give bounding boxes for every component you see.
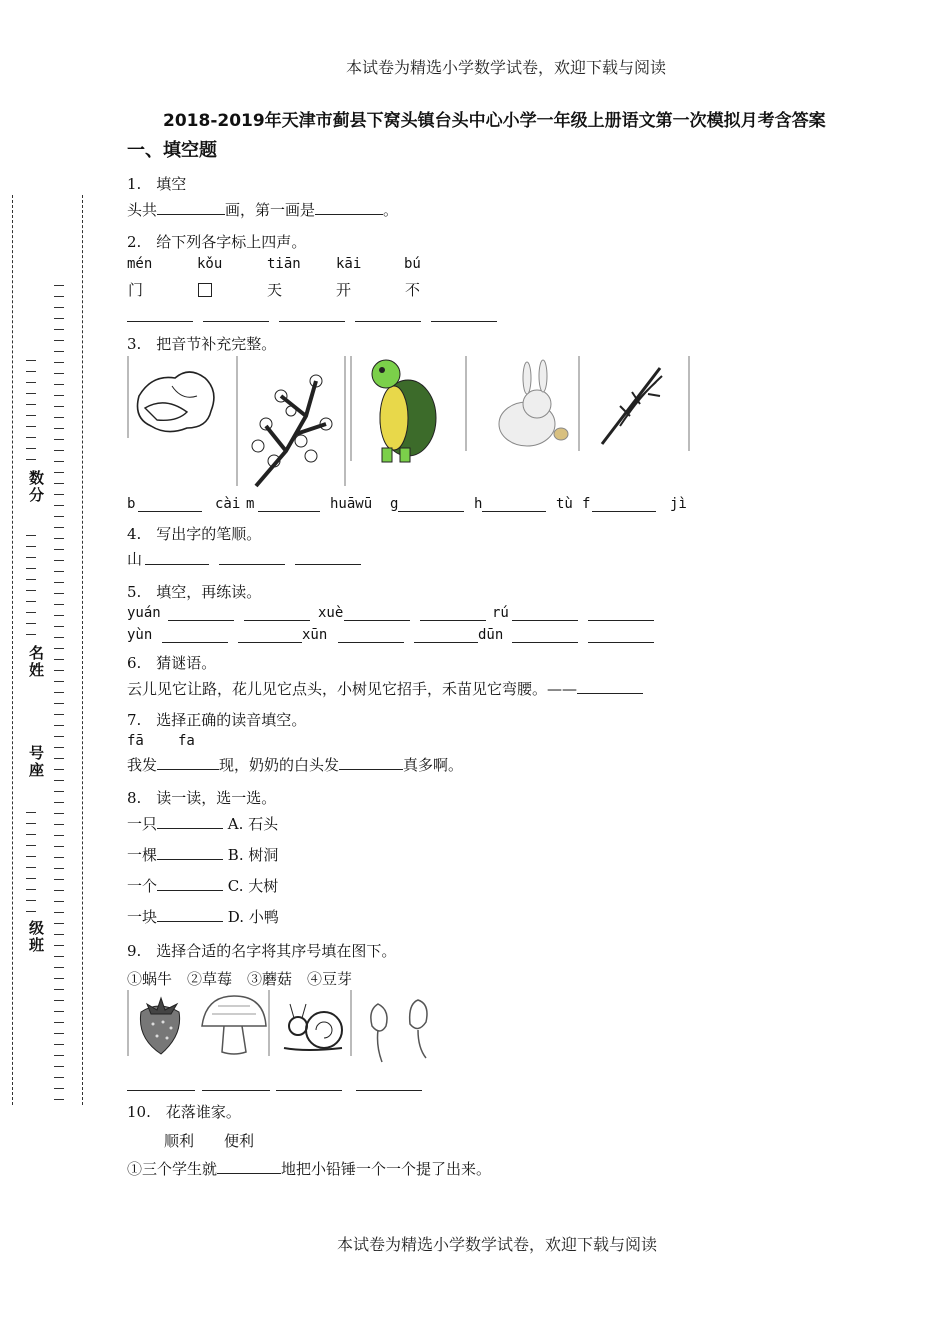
q1-prompt: 1. 填空 [127,175,187,193]
q7-option-fa1: fā [127,733,144,749]
q5-pinyin-xun: xūn [302,627,328,643]
flower-stem-image [590,356,690,456]
page-header: 本试卷为精选小学数学试卷，欢迎下载与阅读 [346,58,667,77]
tick-column-left [26,812,36,912]
fold-line [12,195,13,1105]
q1-text-c: 。 [383,201,399,219]
square-glyph-icon [198,283,212,297]
q5-blank-3[interactable] [344,620,410,621]
q3-label-g: g [390,496,399,512]
q5-pinyin-ru: rú [492,605,509,621]
q4-prompt: 4. 写出字的笔顺。 [127,525,262,543]
q2-pinyin-3: tiān [267,256,301,272]
q5-blank-5[interactable] [512,620,578,621]
q8-row-2: 一棵 B. 树洞 [127,846,279,864]
q6-answer-blank[interactable] [577,679,643,694]
cabbage-image [127,356,222,446]
page-footer: 本试卷为精选小学数学试卷，欢迎下载与阅读 [337,1235,658,1254]
tick-column-left [26,360,36,460]
q4-blank-2[interactable] [219,564,285,565]
q2-char-3: 天 [267,281,283,299]
q1-line [127,199,398,220]
q7-blank-1[interactable] [157,755,219,770]
tick-column-left [26,535,36,635]
q3-label-b: b [127,496,136,512]
q4-char: 山 [127,550,143,568]
mushroom-image [196,990,270,1060]
q2-answer-blank-1[interactable] [127,321,193,322]
turtle-image [350,356,450,466]
label-name: 名姓 [27,645,45,679]
rabbit-image [465,356,580,456]
q5-blank-12[interactable] [588,642,654,643]
q2-pinyin-5: bú [404,256,421,272]
bean-sprout-image [356,990,436,1070]
q3-label-m: m [246,496,255,512]
q3-blank-2[interactable] [258,511,320,512]
q7-text-a: 我发 [127,756,158,774]
q3-blank-1[interactable] [138,511,202,512]
q5-blank-8[interactable] [238,642,302,643]
q5-blank-7[interactable] [162,642,228,643]
q4-blank-1[interactable] [145,564,209,565]
q8-prompt: 8. 读一读，选一选。 [127,789,277,807]
q5-blank-11[interactable] [512,642,578,643]
q2-pinyin-4: kāi [336,256,362,272]
q5-pinyin-yun: yùn [127,627,153,643]
q2-pinyin-1: mén [127,256,153,272]
q9-blank-3[interactable] [276,1090,342,1091]
q9-blank-4[interactable] [356,1090,422,1091]
section-heading: 一、填空题 [127,140,217,161]
q3-prompt: 3. 把音节补充完整。 [127,335,277,353]
q7-text-c: 真多啊。 [403,756,464,774]
q5-blank-2[interactable] [244,620,310,621]
q4-blank-3[interactable] [295,564,361,565]
label-seat: 号座 [27,745,45,779]
q8-row-4: 一块 D. 小鸭 [127,908,279,926]
q2-char-2 [198,281,212,300]
q5-pinyin-yuan: yuán [127,605,161,621]
q2-prompt: 2. 给下列各字标上四声。 [127,233,307,251]
q3-blank-3[interactable] [398,511,464,512]
q2-answer-blank-3[interactable] [279,321,345,322]
q3-label-tu: tù [556,496,573,512]
q1-blank-2[interactable] [315,200,383,215]
tick-column-right [54,285,64,1105]
q3-label-ji: jì [670,496,687,512]
q5-blank-10[interactable] [414,642,478,643]
q8-blank-3[interactable] [157,876,223,891]
cut-line [82,195,83,1105]
q7-option-fa2: fa [178,733,195,749]
q1-blank-1[interactable] [157,200,225,215]
q10-blank-1[interactable] [217,1159,281,1174]
q10-text-b: 地把小铅锤一个一个提了出来。 [281,1160,492,1178]
q2-pinyin-2: kǒu [197,256,223,272]
q2-answer-blank-4[interactable] [355,321,421,322]
q2-answer-blank-5[interactable] [431,321,497,322]
q3-label-cai: cài [215,496,241,512]
q3-label-f: f [582,496,591,512]
q5-pinyin-xue: xuè [318,605,344,621]
q3-blank-4[interactable] [482,511,546,512]
q10-words: 顺利 便利 [164,1132,255,1150]
q2-char-1: 门 [128,281,144,299]
q6-line [127,678,643,699]
q6-riddle-text: 云儿见它让路，花儿见它点头，小树见它招手，禾苗见它弯腰。—— [127,680,578,698]
q7-blank-2[interactable] [339,755,403,770]
page-title: 2018-2019年天津市蓟县下窝头镇台头中心小学一年级上册语文第一次模拟月考含答案 [163,111,826,131]
q9-blank-2[interactable] [202,1090,270,1091]
q8-blank-2[interactable] [157,845,223,860]
q5-blank-6[interactable] [588,620,654,621]
q2-char-5: 不 [405,281,421,299]
q5-blank-9[interactable] [338,642,404,643]
q10-line [127,1158,491,1179]
q5-blank-1[interactable] [168,620,234,621]
q7-line [127,754,463,775]
q5-pinyin-dun: dūn [478,627,504,643]
q7-prompt: 7. 选择正确的读音填空。 [127,711,307,729]
q3-label-huawu: huāwū [330,496,373,512]
q5-blank-4[interactable] [420,620,486,621]
q3-label-h: h [474,496,483,512]
q8-row-3: 一个 C. 大树 [127,877,279,895]
q8-blank-4[interactable] [157,907,223,922]
q10-text-a: ①三个学生就 [127,1160,218,1178]
q8-blank-1[interactable] [157,814,223,829]
q5-prompt: 5. 填空，再练读。 [127,583,262,601]
q8-row-1: 一只 A. 石头 [127,815,279,833]
q7-text-b: 现，奶奶的白头发 [219,756,340,774]
q2-char-4: 开 [336,281,352,299]
label-class: 级班 [27,920,45,954]
q9-prompt: 9. 选择合适的名字将其序号填在图下。 [127,942,397,960]
plum-blossom-image [236,356,346,491]
q3-blank-5[interactable] [592,511,656,512]
q10-prompt: 10. 花落谁家。 [127,1103,241,1121]
strawberry-image [127,990,191,1060]
q9-options: ①蜗牛 ②草莓 ③蘑菇 ④豆芽 [127,970,353,988]
q9-blank-1[interactable] [127,1090,195,1091]
label-score: 数分 [27,470,45,504]
snail-image [276,990,352,1060]
q1-text-a: 头共 [127,201,158,219]
q6-prompt: 6. 猜谜语。 [127,654,217,672]
q2-answer-blank-2[interactable] [203,321,269,322]
q1-text-b: 画，第一画是 [225,201,316,219]
